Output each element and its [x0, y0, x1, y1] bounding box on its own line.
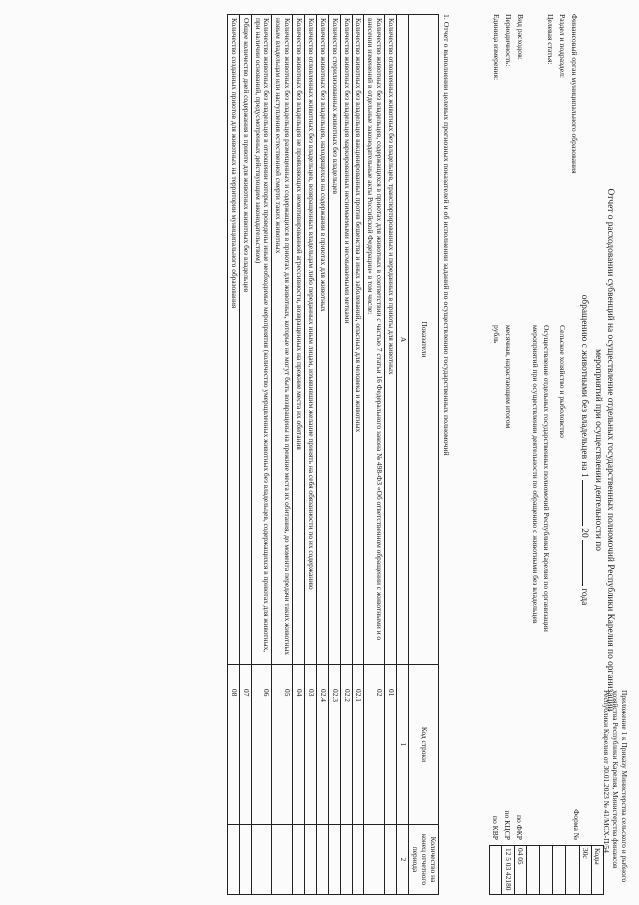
row-amount — [251, 825, 272, 895]
row-code: 06 — [251, 665, 272, 825]
row-code: 02 — [364, 665, 385, 825]
row-code: 01 — [385, 665, 397, 825]
section-value: Сельское хозяйство и рыболовство — [558, 325, 567, 438]
row-amount — [272, 825, 293, 895]
table-row — [385, 15, 397, 895]
row-amount — [352, 825, 364, 895]
fkr-label: по ФКР — [515, 814, 524, 840]
unit-value: рубль — [492, 325, 501, 344]
row-text: Общее количество дней содержания в приюте для животных животных без владельцев — [239, 15, 251, 665]
row-text: Количество животных без владельцев маркированных неснимаемыми и несмываемыми метками — [340, 15, 352, 665]
section-label: Раздел и подраздел: — [558, 14, 567, 79]
periodicity-label: Периодичность: — [504, 14, 513, 67]
table-row — [352, 15, 364, 895]
row-amount — [293, 825, 305, 895]
row-code: 02.3 — [328, 665, 340, 825]
row-text: Количество животных без владельцев в отношении которых проведены иные необходимые мероприятия (количество умерщвленных животных без владельцев, содержащихся в приютах для животных, при наличии оснований, предусмотренных действующим законодательством) — [251, 15, 272, 665]
codes-empty-1 — [566, 846, 579, 894]
col-code-header: Код строки — [409, 665, 439, 825]
col-1: 1 — [397, 665, 409, 825]
row-text: Количество животных без владельцев не проявляющих немотивированной агрессивности, возвращенных на прежние места их обитания — [293, 15, 305, 665]
table-row — [228, 15, 240, 895]
row-amount — [239, 825, 251, 895]
table-row — [239, 15, 251, 895]
row-text: Количество животных без владельцев, содержащихся в приютах для животных в соответствии с частью 7 статьи 16 Федерального закона № 498-ФЗ «Об ответственном обращении с животными и о внесении изменений в отдельные законодательные акты Российской Федерации» в том числе: — [364, 15, 385, 665]
row-code: 07 — [239, 665, 251, 825]
row-text: Количество животных без владельцев, находящихся на содержании в приютах для животных — [317, 15, 329, 665]
table-row — [317, 15, 329, 895]
table-row — [364, 15, 385, 895]
title-line-2 — [578, 170, 592, 730]
col-amount-header: Количество на конец отчетного периода — [409, 825, 439, 895]
codes-empty-3 — [540, 846, 553, 894]
title-line-2-pre: обращению с животными без владельцев на 1 — [579, 294, 590, 478]
row-amount — [340, 825, 352, 895]
table-row — [272, 15, 293, 895]
codes-empty-4 — [527, 846, 540, 894]
row-amount — [317, 825, 329, 895]
row-text: Количество стерилизованных животных без владельцев — [328, 15, 340, 665]
table-row — [251, 15, 272, 895]
col-2: 2 — [397, 825, 409, 895]
report-title — [578, 170, 615, 730]
table-row — [328, 15, 340, 895]
col-a: А — [397, 15, 409, 665]
row-amount — [228, 825, 240, 895]
title-line-2-post: года — [579, 588, 590, 606]
form-label: Форма № — [572, 809, 581, 840]
row-text: Количество животных без владельцев вакцинированных против бешенства и иных заболеваний, опасных для человека и животных — [352, 15, 364, 665]
table-row — [340, 15, 352, 895]
periodicity-value: месячная, нарастающим итогом — [504, 325, 513, 429]
kvr-code — [490, 846, 502, 894]
fkr-code: 04 05 — [515, 846, 527, 894]
title-year-prefix: 20 — [579, 528, 590, 538]
row-amount — [385, 825, 397, 895]
row-code: 05 — [272, 665, 293, 825]
codes-header: Коды — [593, 848, 602, 865]
kcsr-label: по КЦСР — [503, 810, 512, 840]
kcsr-code: 12 5 03 42180 — [503, 846, 515, 894]
table-row — [293, 15, 305, 895]
codes-empty-2 — [553, 846, 566, 894]
blank-year — [583, 540, 592, 586]
row-text: Количество животных без владельцев размещенных и содержащихся в приютах для животных, которые не могут быть возвращены на прежние места их обитания, до момента передачи таких животных новым владельцам или наступления естественной смерти таких животных — [272, 15, 293, 665]
target-value-1: Осуществление отдельных государственных полномочий Республики Карелия по организации — [542, 325, 551, 632]
target-label: Целевая статья: — [546, 14, 555, 65]
row-code: 03 — [305, 665, 317, 825]
row-amount — [364, 825, 385, 895]
blank-date — [583, 480, 592, 526]
row-text: Количество отловленных животных без владельцев, возвращенных владельцам либо переданных иным лицам, изъявившим желание принять на себя обязанности по их содержанию — [305, 15, 317, 665]
kvr-label: по КВР — [491, 815, 500, 840]
row-code: 02.4 — [317, 665, 329, 825]
form-code: 30с — [580, 846, 592, 894]
col-indicator-header: Показатели — [409, 15, 439, 665]
table-row — [305, 15, 317, 895]
row-code: 02.2 — [340, 665, 352, 825]
unit-label: Единица измерения: — [492, 14, 501, 81]
appendix-note: Приложение 1 к Приказу Министерства сельского и рыбного хозяйства Республики Карелия, Министерства финансов Республики Карелия от 30.01.2023 № 41/МСХ-П/54 — [601, 690, 629, 883]
row-amount — [305, 825, 317, 895]
title-line-1: Отчет о расходовании субвенций на осуществление отдельных государственных полномочий Республики Карелия по организации мероприятий при осуществлении деятельности по — [593, 188, 615, 712]
target-value-2: мероприятий при осуществлении деятельности по обращению с животными без владельцев — [531, 325, 540, 624]
codes-box — [489, 845, 604, 895]
expense-type-label: Вид расходов: — [516, 14, 525, 60]
row-amount — [328, 825, 340, 895]
row-text: Количество созданных приютов для животных на территории муниципального образования — [228, 15, 240, 665]
row-code: 02.1 — [352, 665, 364, 825]
indicators-table — [227, 14, 439, 895]
row-code: 04 — [293, 665, 305, 825]
section-title: 1. Отчет о выполнении целевых прогнозных показателей и об исполнении заданий по осуществлению государственных полномочий — [442, 14, 451, 456]
row-code: 08 — [228, 665, 240, 825]
row-text: Количество отловленных животных без владельцев, транспортированных и переданных в приюты для животных — [385, 15, 397, 665]
financial-organ-label: Финансовый орган муниципального образования — [570, 14, 579, 174]
